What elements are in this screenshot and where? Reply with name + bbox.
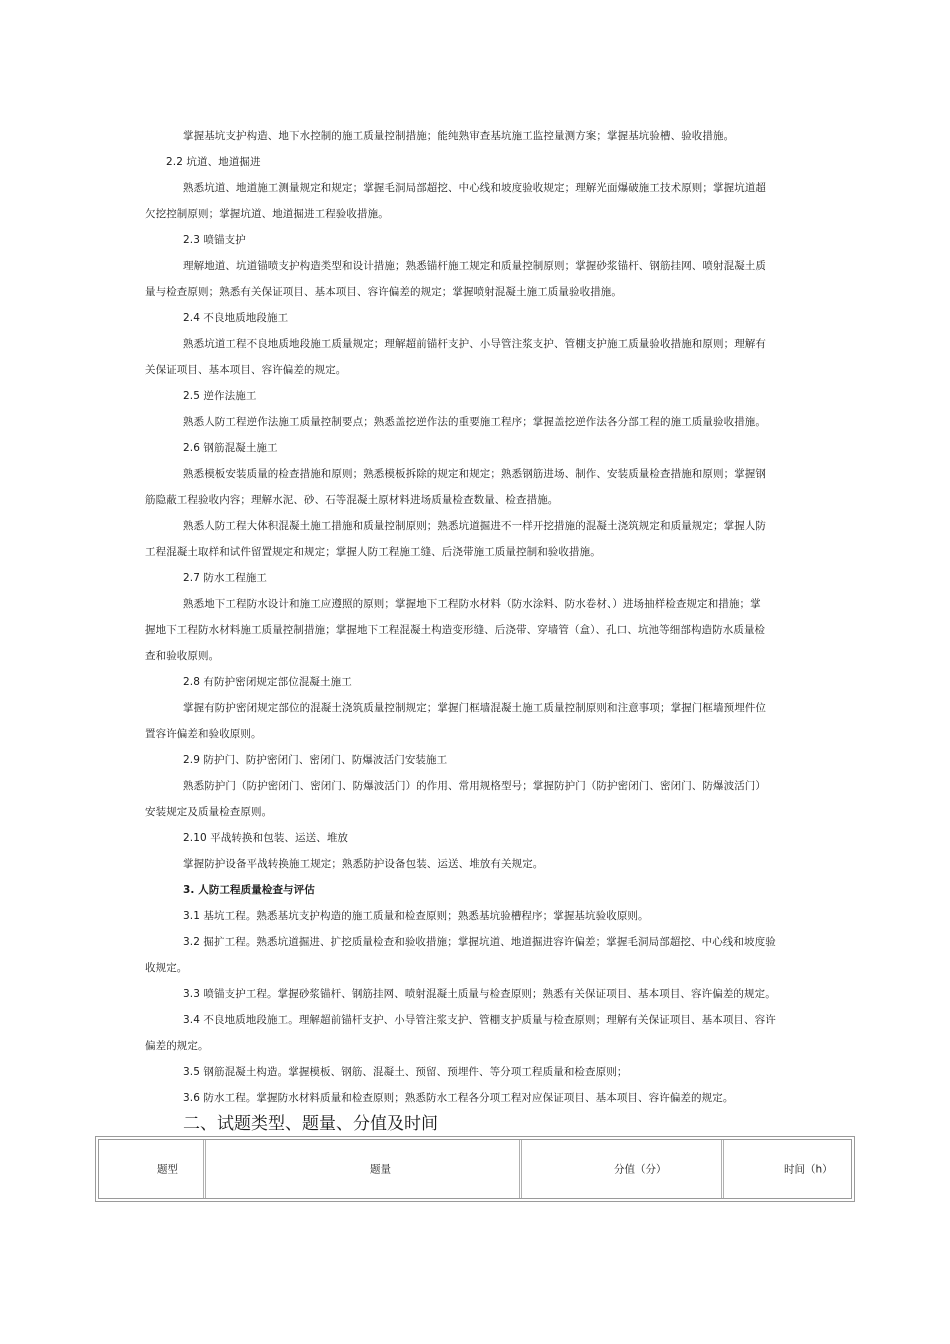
heading-2-9: 2.9 防护门、防护密闭门、密闭门、防爆波活门安装施工 [183, 754, 448, 766]
paragraph-line: 3.5 钢筋混凝土构造。掌握模板、钢筋、混凝土、预留、预埋件、等分项工程质量和检查原则； [183, 1066, 628, 1078]
header-time: 时间（h） [784, 1163, 833, 1176]
paragraph-line: 关保证项目、基本项目、容许偏差的规定。 [145, 364, 347, 376]
paragraph-line: 熟悉模板安装质量的检查措施和原则；熟悉模板拆除的规定和规定；熟悉钢筋进场、制作、安装质量检查措施和原则；掌握钢 [183, 468, 766, 480]
paragraph-line: 3.1 基坑工程。熟悉基坑支护构造的施工质量和检查原则；熟悉基坑验槽程序；掌握基坑验收原则。 [183, 910, 649, 922]
paragraph-line: 掌握防护设备平战转换施工规定；熟悉防护设备包装、运送、堆放有关规定。 [183, 858, 544, 870]
heading-2-2: 2.2 坑道、地道掘进 [166, 156, 261, 168]
heading-2-7: 2.7 防水工程施工 [183, 572, 268, 584]
section-title: 二、试题类型、题量、分值及时间 [183, 1114, 438, 1134]
paragraph-line: 3.6 防水工程。掌握防水材料质量和检查原则；熟悉防水工程各分项工程对应保证项目、基本项目、容许偏差的规定。 [183, 1092, 734, 1104]
exam-table [95, 1136, 855, 1202]
header-type: 题型 [157, 1163, 178, 1176]
paragraph-line: 熟悉人防工程逆作法施工质量控制要点；熟悉盖挖逆作法的重要施工程序；掌握盖挖逆作法各分部工程的施工质量验收措施。 [183, 416, 766, 428]
paragraph-line: 掌握有防护密闭规定部位的混凝土浇筑质量控制规定；掌握门框墙混凝土施工质量控制原则和注意事项；掌握门框墙预埋件位 [183, 702, 766, 714]
heading-2-8: 2.8 有防护密闭规定部位混凝土施工 [183, 676, 352, 688]
paragraph-line: 3.2 掘扩工程。熟悉坑道掘进、扩挖质量检查和验收措施；掌握坑道、地道掘进容许偏差；掌握毛洞局部超挖、中心线和坡度验 [183, 936, 776, 948]
heading-2-5: 2.5 逆作法施工 [183, 390, 257, 402]
paragraph-line: 熟悉地下工程防水设计和施工应遵照的原则；掌握地下工程防水材料（防水涂料、防水卷材、）进场抽样检查规定和措施；掌 [183, 598, 761, 610]
heading-2-3: 2.3 喷锚支护 [183, 234, 246, 246]
paragraph-line: 量与检查原则；熟悉有关保证项目、基本项目、容许偏差的规定；掌握喷射混凝土施工质量验收措施。 [145, 286, 622, 298]
paragraph-line: 置容许偏差和验收原则。 [145, 728, 262, 740]
paragraph-line: 查和验收原则。 [145, 650, 220, 662]
table-header-row [98, 1139, 852, 1199]
paragraph-line: 握地下工程防水材料施工质量控制措施；掌握地下工程混凝土构造变形缝、后浇带、穿墙管（盒）、孔口、坑池等细部构造防水质量检 [145, 624, 766, 636]
paragraph-line: 筋隐蔽工程验收内容；理解水泥、砂、石等混凝土原材料进场质量检查数量、检查措施。 [145, 494, 559, 506]
table-header-cell [99, 1140, 203, 1198]
table-header-cell [519, 1140, 721, 1198]
table-header-cell [721, 1140, 851, 1198]
paragraph-line: 工程混凝土取样和试件留置规定和规定；掌握人防工程施工缝、后浇带施工质量控制和验收措施。 [145, 546, 601, 558]
heading-2-10: 2.10 平战转换和包装、运送、堆放 [183, 832, 349, 844]
paragraph-line: 掌握基坑支护构造、地下水控制的施工质量控制措施；能纯熟审查基坑施工监控量测方案；掌握基坑验槽、验收措施。 [183, 130, 735, 142]
paragraph-line: 熟悉防护门（防护密闭门、密闭门、防爆波活门）的作用、常用规格型号；掌握防护门（防护密闭门、密闭门、防爆波活门） [183, 780, 766, 792]
paragraph-line: 收规定。 [145, 962, 188, 974]
heading-3: 3. 人防工程质量检查与评估 [183, 884, 315, 896]
header-quantity: 题量 [370, 1163, 391, 1176]
paragraph-line: 3.3 喷锚支护工程。掌握砂浆锚杆、钢筋挂网、喷射混凝土质量与检查原则；熟悉有关保证项目、基本项目、容许偏差的规定。 [183, 988, 776, 1000]
paragraph-line: 熟悉人防工程大体积混凝土施工措施和质量控制原则；熟悉坑道掘进不一样开挖措施的混凝土浇筑规定和质量规定；掌握人防 [183, 520, 766, 532]
paragraph-line: 熟悉坑道、地道施工测量规定和规定；掌握毛洞局部超挖、中心线和坡度验收规定；理解光面爆破施工技术原则；掌握坑道超 [183, 182, 766, 194]
paragraph-line: 理解地道、坑道锚喷支护构造类型和设计措施；熟悉锚杆施工规定和质量控制原则；掌握砂浆锚杆、钢筋挂网、喷射混凝土质 [183, 260, 766, 272]
table-header-cell [203, 1140, 519, 1198]
heading-2-6: 2.6 钢筋混凝土施工 [183, 442, 278, 454]
paragraph-line: 熟悉坑道工程不良地质地段施工质量规定；理解超前锚杆支护、小导管注浆支护、管棚支护施工质量验收措施和原则；理解有 [183, 338, 766, 350]
paragraph-line: 欠挖控制原则；掌握坑道、地道掘进工程验收措施。 [145, 208, 389, 220]
header-score: 分值（分） [614, 1163, 667, 1176]
heading-2-4: 2.4 不良地质地段施工 [183, 312, 289, 324]
paragraph-line: 3.4 不良地质地段施工。理解超前锚杆支护、小导管注浆支护、管棚支护质量与检查原则；理解有关保证项目、基本项目、容许 [183, 1014, 776, 1026]
paragraph-line: 安装规定及质量检查原则。 [145, 806, 273, 818]
paragraph-line: 偏差的规定。 [145, 1040, 209, 1052]
